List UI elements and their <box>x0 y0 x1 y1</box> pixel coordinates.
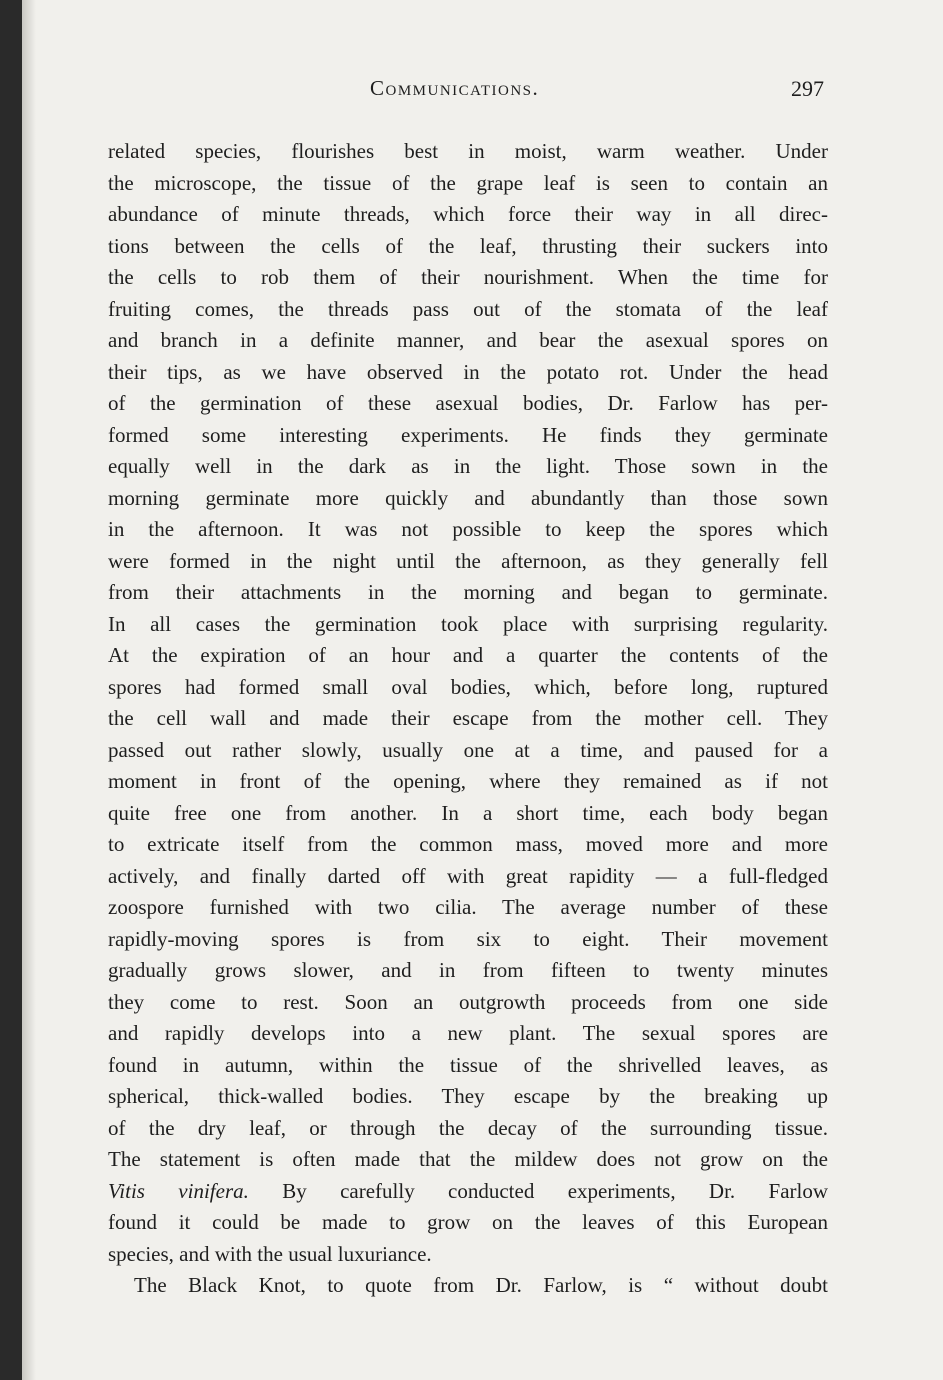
text-line: In all cases the germination took place with surprising regularity. <box>108 611 828 636</box>
text-line: the cells to rob them of their nourishment. When the time for <box>108 265 828 289</box>
binding-shadow <box>22 0 36 1380</box>
text-line: found it could be made to grow on the leaves of this European <box>108 1210 828 1234</box>
text-line: to extricate itself from the common mass, moved more and more <box>108 832 828 856</box>
text-fragment: By carefully conducted experiments, Dr. Farlow <box>248 1178 828 1203</box>
text-line: rapidly-moving spores is from six to eight. Their movement <box>108 926 828 951</box>
text-line: formed some interesting experiments. He finds they germinate <box>108 422 828 447</box>
text-line: moment in front of the opening, where they remained as if not <box>108 769 828 793</box>
text-line: quite free one from another. In a short time, each body began <box>108 800 828 825</box>
text-line: of the dry leaf, or through the decay of the surrounding tissue. <box>108 1115 828 1140</box>
text-line: and rapidly develops into a new plant. The sexual spores are <box>108 1021 828 1045</box>
text-line: At the expiration of an hour and a quarter the contents of the <box>108 643 828 667</box>
text-line: passed out rather slowly, usually one at a time, and paused for a <box>108 737 828 762</box>
body-text <box>108 136 828 1302</box>
text-line-vitis <box>108 1176 828 1208</box>
text-line: the cell wall and made their escape from the mother cell. They <box>108 706 828 730</box>
species-name-italic: Vitis vinifera. <box>108 1178 249 1203</box>
text-line: they come to rest. Soon an outgrowth proceeds from one side <box>108 989 828 1014</box>
text-line: found in autumn, within the tissue of the shrivelled leaves, as <box>108 1052 828 1077</box>
binding-edge <box>0 0 22 1380</box>
page-number: 297 <box>791 76 824 101</box>
text-line: were formed in the night until the afternoon, as they generally fell <box>108 548 828 573</box>
running-head: Communications. <box>370 76 540 100</box>
text-line: their tips, as we have observed in the potato rot. Under the head <box>108 359 828 384</box>
text-line: zoospore furnished with two cilia. The average number of these <box>108 895 828 919</box>
text-line: morning germinate more quickly and abundantly than those sown <box>108 485 828 510</box>
text-line: spherical, thick-walled bodies. They escape by the breaking up <box>108 1084 828 1108</box>
text-line: tions between the cells of the leaf, thrusting their suckers into <box>108 233 828 258</box>
text-line: from their attachments in the morning and began to germinate. <box>108 580 828 604</box>
text-line: spores had formed small oval bodies, which, before long, ruptured <box>108 674 828 699</box>
text-line: of the germination of these asexual bodies, Dr. Farlow has per- <box>108 391 828 415</box>
text-line: gradually grows slower, and in from fifteen to twenty minutes <box>108 958 828 982</box>
paragraph-end-line: species, and with the usual luxuriance. <box>108 1241 432 1266</box>
page-header <box>108 76 828 106</box>
text-line: equally well in the dark as in the light. Those sown in the <box>108 454 828 478</box>
text-line: abundance of minute threads, which force their way in all direc- <box>108 202 828 226</box>
text-line: and branch in a definite manner, and bear the asexual spores on <box>108 328 828 352</box>
text-line: The statement is often made that the mildew does not grow on the <box>108 1147 828 1171</box>
text-line: related species, flourishes best in moist, warm weather. Under <box>108 139 828 163</box>
text-line: in the afternoon. It was not possible to keep the spores which <box>108 517 828 541</box>
text-line: actively, and finally darted off with great rapidity — a full-fledged <box>108 863 828 888</box>
text-line: the microscope, the tissue of the grape leaf is seen to contain an <box>108 170 828 195</box>
text-line: fruiting comes, the threads pass out of the stomata of the leaf <box>108 296 828 321</box>
next-paragraph-line: The Black Knot, to quote from Dr. Farlow, is “ without doubt <box>134 1273 828 1297</box>
